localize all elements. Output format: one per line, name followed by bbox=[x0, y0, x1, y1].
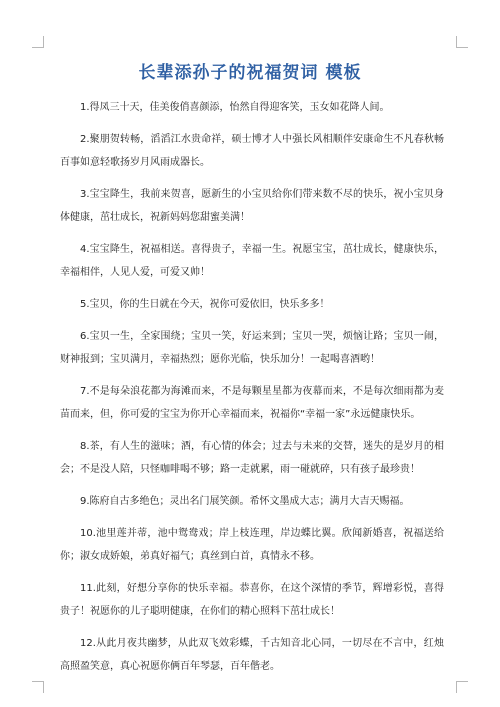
crop-mark-top-right bbox=[456, 36, 468, 48]
page-title: 长辈添孙子的祝福贺词 模板 bbox=[138, 63, 362, 83]
wish-paragraph: 1.得凤三十天，佳美俊俏喜颜添，怡然自得迎客笑，玉女如花降人间。 bbox=[80, 102, 390, 113]
wish-paragraph: 4.宝宝降生，祝福相送。喜得贵子，幸福一生。祝愿宝宝，茁壮成长，健康快乐，幸福相伴，人见人爱，可爱又帅！ bbox=[60, 244, 444, 278]
crop-mark-top-left bbox=[32, 36, 44, 48]
wish-paragraph: 9.陈府自古多绝色；灵出名门展笑颜。希怀文墨成大志；满月大吉天赐福。 bbox=[80, 496, 410, 507]
wish-paragraph: 12.从此月夜共幽梦，从此双飞效彩蝶，千古知音北心同，一切尽在不言中，红烛高照盈笑意，真心祝愿你俩百年琴瑟，百年偕老。 bbox=[60, 638, 444, 672]
wish-paragraph: 5.宝贝，你的生日就在今天，祝你可爱依旧，快乐多多！ bbox=[80, 299, 330, 310]
crop-mark-bottom-right bbox=[456, 681, 468, 693]
wish-paragraph: 2.聚朋贺转畅，滔滔江水贵命祥，硕士博才人中强长风相顺伴安康命生不凡春秋畅百事如意轻歌扬岁月风雨成器长。 bbox=[60, 134, 444, 168]
wish-paragraph: 11.此刻，好想分享你的快乐幸福。恭喜你，在这个深情的季节，辉增彩悦，喜得贵子！祝愿你的儿子聪明健康，在你们的精心照料下茁壮成长！ bbox=[60, 583, 444, 617]
wish-paragraph: 7.不是每朵浪花都为海滩而来，不是每颗星星都为夜幕而来，不是每次细雨都为麦苗而来，但，你可爱的宝宝为你开心幸福而来，祝福你“幸福一家”永远健康快乐。 bbox=[60, 386, 444, 420]
wish-paragraph: 10.池里莲并蒂，池中鸳鸯戏；岸上枝连理，岸边蝶比翼。欣闻新婚喜，祝福送给你；淑女成娇娘，弟真好福气；真丝到白首，真情永不移。 bbox=[60, 528, 444, 562]
wish-paragraph: 6.宝贝一生，全家围绕；宝贝一笑，好运来到；宝贝一哭，烦恼让路；宝贝一闹，财神报到；宝贝满月，幸福热烈；愿你光临，快乐加分！一起喝喜酒哟！ bbox=[60, 331, 444, 365]
crop-mark-bottom-left bbox=[32, 681, 44, 693]
wish-list bbox=[60, 96, 444, 687]
wish-paragraph: 3.宝宝降生，我前来贺喜，愿新生的小宝贝给你们带来数不尽的快乐，祝小宝贝身体健康，茁壮成长，祝新妈妈您甜蜜美满！ bbox=[60, 189, 444, 223]
wish-paragraph: 8.茶，有人生的滋味；酒，有心情的体会；过去与未来的交替，迷失的是岁月的相会；不是没人陪，只怪咖啡喝不够；路一走就累，雨一碰就碎，只有孩子最珍贵！ bbox=[60, 441, 444, 475]
